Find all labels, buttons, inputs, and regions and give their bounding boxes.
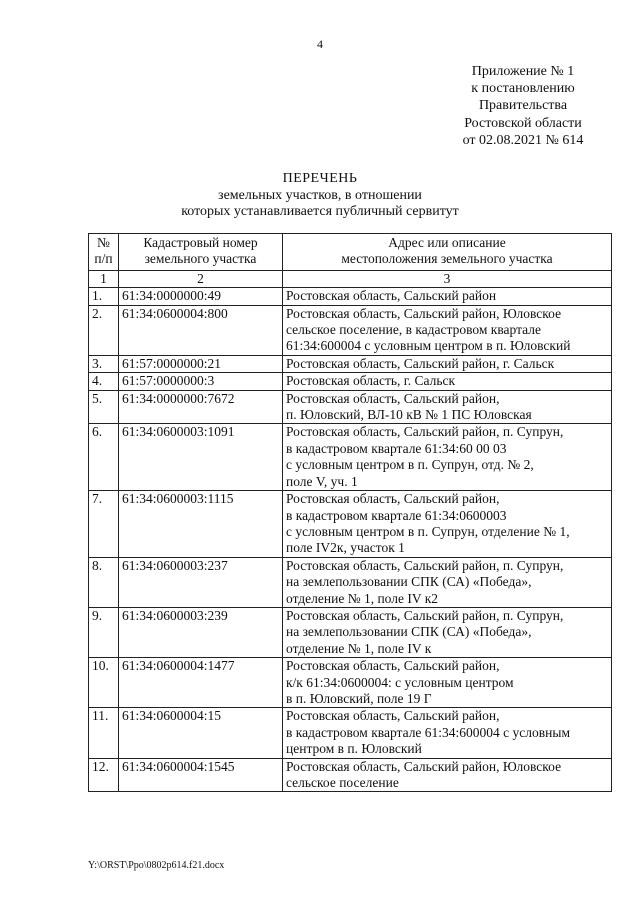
header-cadastral xyxy=(119,234,283,271)
address-line: 61:34:600004 с условным центром в п. Юловский xyxy=(286,338,571,354)
land-plots-table xyxy=(88,233,612,792)
address-line: Ростовская область, Сальский район, Юловское xyxy=(286,305,562,321)
column-number-row xyxy=(89,270,612,287)
header-text: Адрес или описание xyxy=(388,235,506,250)
appendix-line: Правительства xyxy=(478,98,568,114)
file-path-footer: Y:\ORST\Ppo\0802p614.f21.docx xyxy=(88,860,225,871)
header-text: земельного участка xyxy=(144,251,257,267)
address-line: в кадастровом квартале 61:34:60 00 03 xyxy=(286,440,507,456)
row-number: 5. xyxy=(89,390,119,424)
address-line: с условным центром в п. Супрун, отд. № 2, xyxy=(286,457,534,473)
cadastral-number: 61:34:0600004:1545 xyxy=(119,758,283,792)
address-line: Ростовская область, Сальский район, xyxy=(286,390,500,406)
row-number: 4. xyxy=(89,373,119,390)
row-number: 9. xyxy=(89,607,119,657)
row-number: 2. xyxy=(89,305,119,355)
page-number: 4 xyxy=(317,37,323,51)
appendix-line: Ростовской области xyxy=(464,115,582,131)
row-number: 12. xyxy=(89,758,119,792)
address-cell xyxy=(283,491,612,558)
address-line: Ростовская область, Сальский район, п. Супрун, xyxy=(286,557,564,573)
cadastral-number: 61:34:0600003:1115 xyxy=(119,491,283,558)
table-row xyxy=(89,607,612,657)
column-number: 1 xyxy=(89,270,119,287)
address-line: с условным центром в п. Супрун, отделение № 1, xyxy=(286,523,570,539)
address-line: в кадастровом квартале 61:34:600004 с условным xyxy=(286,724,570,740)
address-line: сельское поселение, в кадастровом квартале xyxy=(286,322,541,338)
address-cell xyxy=(283,373,612,390)
address-line: отделение № 1, поле IV к xyxy=(286,640,432,656)
table-row xyxy=(89,708,612,758)
header-text: Кадастровый номер xyxy=(143,235,258,250)
table-row xyxy=(89,424,612,491)
address-line: Ростовская область, Сальский район xyxy=(286,288,497,304)
cadastral-number: 61:34:0600004:800 xyxy=(119,305,283,355)
address-line: Ростовская область, Сальский район, xyxy=(286,658,500,674)
address-line: центром в п. Юловский xyxy=(286,741,422,757)
address-line: Ростовская область, Сальский район, г. Сальск xyxy=(286,355,555,371)
address-line: Ростовская область, Сальский район, xyxy=(286,708,500,724)
column-number: 2 xyxy=(119,270,283,287)
cadastral-number: 61:34:0000000:7672 xyxy=(119,390,283,424)
header-address xyxy=(283,234,612,271)
address-line: Ростовская область, Сальский район, Юловское xyxy=(286,758,562,774)
address-cell xyxy=(283,758,612,792)
table-header-row xyxy=(89,234,612,271)
title-line: которых устанавливается публичный сервитут xyxy=(181,204,459,219)
table-row xyxy=(89,491,612,558)
cadastral-number: 61:57:0000000:21 xyxy=(119,355,283,372)
table-row xyxy=(89,390,612,424)
address-cell xyxy=(283,305,612,355)
table-row xyxy=(89,373,612,390)
header-num xyxy=(89,234,119,271)
table-row xyxy=(89,305,612,355)
title-main: ПЕРЕЧЕНЬ xyxy=(282,171,358,186)
address-line: Ростовская область, г. Сальск xyxy=(286,373,456,389)
title-line: земельных участков, в отношении xyxy=(218,187,422,203)
address-line: в п. Юловский, поле 19 Г xyxy=(286,690,432,706)
row-number: 6. xyxy=(89,424,119,491)
row-number: 11. xyxy=(89,708,119,758)
row-number: 7. xyxy=(89,491,119,558)
address-line: п. Юловский, ВЛ-10 кВ № 1 ПС Юловская xyxy=(286,407,532,423)
cadastral-number: 61:34:0600003:237 xyxy=(119,557,283,607)
address-cell xyxy=(283,658,612,708)
document-title xyxy=(0,171,640,221)
address-line: на землепользовании СПК (СА) «Победа», xyxy=(286,574,532,590)
appendix-line: к постановлению xyxy=(471,81,575,97)
cadastral-number: 61:34:0600003:239 xyxy=(119,607,283,657)
table-row xyxy=(89,355,612,372)
appendix-block xyxy=(438,63,608,149)
header-text: № xyxy=(97,235,110,250)
cadastral-number: 61:57:0000000:3 xyxy=(119,373,283,390)
cadastral-number: 61:34:0600004:1477 xyxy=(119,658,283,708)
table-row xyxy=(89,288,612,305)
header-text: местоположения земельного участка xyxy=(341,251,553,267)
appendix-line: от 02.08.2021 № 614 xyxy=(462,132,584,148)
address-line: на землепользовании СПК (СА) «Победа», xyxy=(286,624,532,640)
address-line: к/к 61:34:0600004: с условным центром xyxy=(286,674,514,690)
address-cell xyxy=(283,607,612,657)
row-number: 10. xyxy=(89,658,119,708)
address-line: Ростовская область, Сальский район, xyxy=(286,491,500,507)
appendix-line: Приложение № 1 xyxy=(471,64,575,79)
address-cell xyxy=(283,557,612,607)
cadastral-number: 61:34:0600003:1091 xyxy=(119,424,283,491)
column-number: 3 xyxy=(283,270,612,287)
table-row xyxy=(89,557,612,607)
cadastral-number: 61:34:0000000:49 xyxy=(119,288,283,305)
table-row xyxy=(89,658,612,708)
address-cell xyxy=(283,424,612,491)
address-cell xyxy=(283,708,612,758)
address-line: поле V, уч. 1 xyxy=(286,473,358,489)
row-number: 1. xyxy=(89,288,119,305)
table-row xyxy=(89,758,612,792)
address-line: сельское поселение xyxy=(286,775,399,790)
address-cell xyxy=(283,355,612,372)
cadastral-number: 61:34:0600004:15 xyxy=(119,708,283,758)
address-line: в кадастровом квартале 61:34:0600003 xyxy=(286,507,507,523)
address-cell xyxy=(283,390,612,424)
header-text: п/п xyxy=(94,251,113,267)
address-cell xyxy=(283,288,612,305)
address-line: отделение № 1, поле IV к2 xyxy=(286,590,439,606)
row-number: 3. xyxy=(89,355,119,372)
row-number: 8. xyxy=(89,557,119,607)
address-line: Ростовская область, Сальский район, п. Супрун, xyxy=(286,424,564,440)
address-line: Ростовская область, Сальский район, п. Супрун, xyxy=(286,607,564,623)
address-line: поле IV2к, участок 1 xyxy=(286,540,405,556)
